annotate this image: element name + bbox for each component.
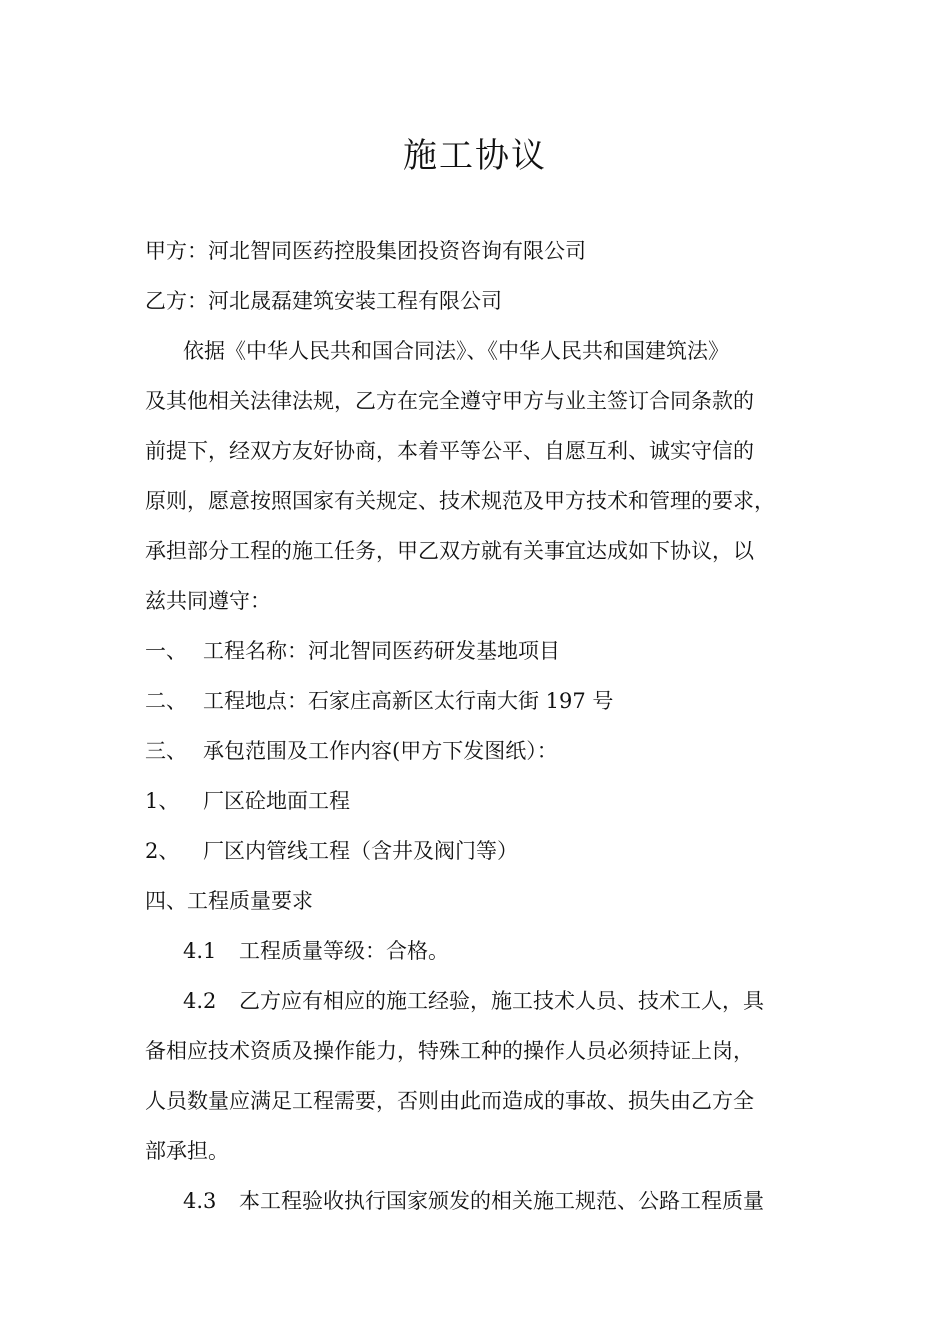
clause-text: 工程质量等级：合格。 xyxy=(239,939,449,963)
clause-4-1 xyxy=(183,936,449,966)
intro-line: 兹共同遵守： xyxy=(145,589,271,613)
clause-line: 部承担。 xyxy=(145,1139,229,1163)
clause-4-2 xyxy=(183,986,764,1016)
intro-line: 前提下，经双方友好协商，本着平等公平、自愿互利、诚实守信的 xyxy=(145,439,754,463)
clause-line: 人员数量应满足工程需要，否则由此而造成的事故、损失由乙方全 xyxy=(145,1089,754,1113)
page-title: 施工协议 xyxy=(403,136,547,176)
clause-number: 4.3 xyxy=(183,1189,217,1213)
intro-line: 及其他相关法律法规，乙方在完全遵守甲方与业主签订合同条款的 xyxy=(145,389,754,413)
clause-number: 4.2 xyxy=(183,989,217,1013)
party-a: 甲方：河北智同医药控股集团投资咨询有限公司 xyxy=(145,239,586,263)
item-number: 2、 xyxy=(145,839,180,863)
section-number: 一、 xyxy=(145,639,187,663)
scope-item xyxy=(145,786,350,816)
item-number: 1、 xyxy=(145,789,180,813)
section-scope xyxy=(145,736,558,766)
section-project-location xyxy=(145,686,613,716)
intro-line: 原则，愿意按照国家有关规定、技术规范及甲方技术和管理的要求， xyxy=(145,489,775,513)
clause-number: 4.1 xyxy=(183,939,217,963)
item-text: 厂区砼地面工程 xyxy=(203,789,350,813)
section-number: 二、 xyxy=(145,689,187,713)
clause-text: 本工程验收执行国家颁发的相关施工规范、公路工程质量 xyxy=(239,1189,764,1213)
party-b: 乙方：河北晟磊建筑安装工程有限公司 xyxy=(145,289,502,313)
section-project-name xyxy=(145,636,560,666)
clause-text: 乙方应有相应的施工经验，施工技术人员、技术工人，具 xyxy=(239,989,764,1013)
clause-line: 备相应技术资质及操作能力，特殊工种的操作人员必须持证上岗， xyxy=(145,1039,754,1063)
intro-line: 承担部分工程的施工任务，甲乙双方就有关事宜达成如下协议，以 xyxy=(145,539,754,563)
clause-4-3 xyxy=(183,1186,764,1216)
section-text: 承包范围及工作内容(甲方下发图纸）： xyxy=(203,739,558,763)
section-number: 三、 xyxy=(145,739,187,763)
section-text: 工程地点：石家庄高新区太行南大街 197 号 xyxy=(203,689,614,713)
section-text: 工程名称：河北智同医药研发基地项目 xyxy=(203,639,560,663)
scope-item xyxy=(145,836,518,866)
item-text: 厂区内管线工程（含井及阀门等） xyxy=(203,839,518,863)
intro-line: 依据《中华人民共和国合同法》、《中华人民共和国建筑法》 xyxy=(183,339,729,363)
section-quality: 四、工程质量要求 xyxy=(145,889,313,913)
